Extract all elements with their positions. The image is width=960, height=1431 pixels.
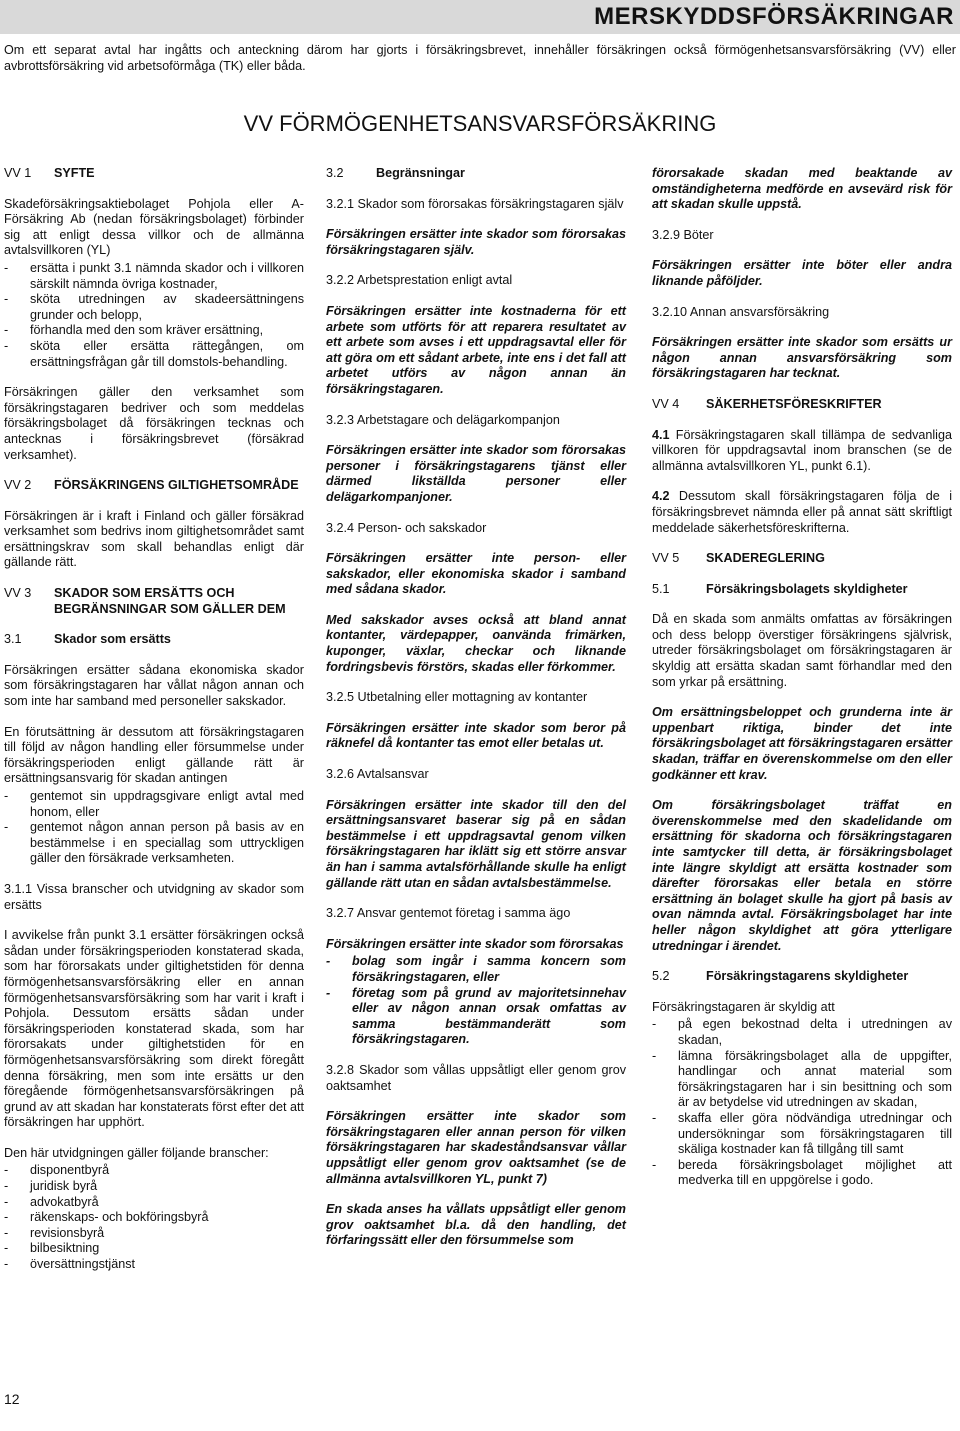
heading-vv5: VV 5 SKADEREGLERING bbox=[652, 551, 825, 566]
list-item: - revisionsbyrå bbox=[4, 1226, 304, 1242]
list-item: - på egen bekostnad delta i utredningen av skadan, bbox=[652, 1017, 952, 1048]
list-item: - skaffa eller göra nödvändiga utredningar och undersökningar som försäkringstagaren till skäliga kostnader kan få tillgång till samt bbox=[652, 1111, 952, 1158]
list-item: - bilbesiktning bbox=[4, 1241, 304, 1257]
subheading-3-2-6: 3.2.6 Avtalsansvar bbox=[326, 767, 429, 782]
heading-3-2: 3.2 Begränsningar bbox=[326, 166, 465, 180]
section-title: VV FÖRMÖGENHETSANSVARSFÖRSÄKRING bbox=[243, 111, 717, 136]
paragraph: Försäkringen ersätter inte skador som förorsakas personer i försäkringstagarens tjänst eller därmed likställda personer eller delägarkompanjoner. bbox=[326, 443, 626, 504]
paragraph: Om ersättningsbeloppet och grunderna inte är uppenbart riktiga, binder det inte försäkringsbolaget att försäkringstagaren ersätter skadan, träffar en överenskommelse om den eller godkänner ett krav. bbox=[652, 705, 952, 782]
paragraph: Försäkringen ersätter inte skador som ersätts ur någon annan ansvarsförsäkring som försäkringstagaren har tecknat. bbox=[652, 335, 952, 381]
paragraph: En skada anses ha vållats uppsåtligt eller genom grov oaktsamhet bl.a. då den handling, det förfaringssätt eller den försummelse som bbox=[326, 1202, 626, 1248]
document-title: MERSKYDDSFÖRSÄKRINGAR bbox=[594, 3, 954, 30]
paragraph: Den här utvidgningen gäller följande branscher: bbox=[4, 1145, 269, 1160]
list-item: - gentemot sin uppdragsgivare enligt avtal med honom, eller bbox=[4, 789, 304, 820]
paragraph: Försäkringen ersätter inte skador som förorsakas bbox=[326, 936, 624, 951]
subheading-3-2-2: 3.2.2 Arbetsprestation enligt avtal bbox=[326, 273, 513, 288]
paragraph: Försäkringen gäller den verksamhet som försäkringstagaren bedriver och som meddelas försäkringsbolaget då försäkringen tecknas och antecknas i försäkringsbrevet (försäkrad verksamhet). bbox=[4, 385, 304, 462]
list-3-1 bbox=[4, 789, 304, 867]
subheading-3-2-5: 3.2.5 Utbetalning eller mottagning av kontanter bbox=[326, 690, 588, 705]
column-3 bbox=[652, 166, 952, 1204]
paragraph: Försäkringen ersätter inte person- eller sakskador, eller ekonomiska skador i samband med sådana skador. bbox=[326, 551, 626, 597]
paragraph: Försäkringstagaren är skyldig att bbox=[652, 999, 835, 1014]
list-item: - översättningstjänst bbox=[4, 1257, 304, 1273]
paragraph: Försäkringen ersätter inte skador som försäkringstagaren eller annan person för vilken försäkringstagaren har skadeståndsansvar vållar uppsåtligt eller genom grov oaktsamhet (se de allmänna avtalsvillkoren YL, punkt 7) bbox=[326, 1109, 626, 1186]
list-item: - bolag som ingår i samma koncern som försäkringstagaren, eller bbox=[326, 954, 626, 985]
heading-5-2: 5.2 Försäkringstagarens skyldigheter bbox=[652, 969, 909, 984]
list-item: - företag som på grund av majoritetsinnehav eller av någon annan orsak omfattas av samma bestämmanderätt som försäkringstagaren. bbox=[326, 986, 626, 1048]
list-item: - advokatbyrå bbox=[4, 1195, 304, 1211]
list-3-2-7 bbox=[326, 954, 626, 1048]
list-item: - disponentbyrå bbox=[4, 1163, 304, 1179]
paragraph: Försäkringen ersätter inte skador som beror på räknefel då kontanter tas emot eller betalas ut. bbox=[326, 720, 626, 751]
paragraph: Med sakskador avses också att bland annat kontanter, värdepapper, oanvända frimärken, kuponger, växlar, checkar och liknande fordringsbevis förstörs, skadas eller förkommer. bbox=[326, 612, 626, 674]
intro-paragraph: Om ett separat avtal har ingåtts och anteckning därom har gjorts i försäkringsbrevet, innehåller försäkringen också förmögenhetsansvarsförsäkring (VV) eller avbrottsförsäkring vid arbetsoförmåga (TK) eller båda. bbox=[4, 43, 956, 73]
list-item: - sköta utredningen av skadeersättningens grunder och belopp, bbox=[4, 292, 304, 323]
paragraph-4-1: 4.1 Försäkringstagaren skall tillämpa de sedvanliga villkoren för uppdragsavtal inom branschen (se de allmänna avtalsvillkoren YL, punkt 6.1). bbox=[652, 427, 952, 473]
subheading-3-1-1: 3.1.1 Vissa branscher och utvidgning av skador som ersätts bbox=[4, 881, 304, 912]
paragraph: Om försäkringsbolaget träffat en överenskommelse med den skadelidande om ersättning för skadorna och försäkringstagaren inte samtycker till detta, är försäkringsbolaget inte längre skyldigt att ersätta kostnader som därefter förorsakas eller betala en större ersättning än bolaget skulle ha gjort på basis av ovan nämnda avtal. Försäkringsbolaget har inte heller någon skyldighet att göra ytterligare utredningar i ärendet. bbox=[652, 798, 952, 953]
heading-vv1: VV 1 SYFTE bbox=[4, 166, 95, 180]
list-5-2 bbox=[652, 1017, 952, 1189]
column-1 bbox=[4, 166, 304, 1288]
paragraph: Då en skada som anmälts omfattas av försäkringen och dess belopp överstiger försäkringens självrisk, utreder försäkringsbolaget om försäkringstagaren är skyldig att ersätta skadan samt förhandlar med den som yrkar på ersättning. bbox=[652, 612, 952, 689]
paragraph: Skadeförsäkringsaktiebolaget Pohjola eller A-Försäkring Ab (nedan försäkringsbolaget) förbinder sig att enligt dessa villkor och de allmänna avtalsvillkoren (YL) bbox=[4, 196, 304, 258]
paragraph: En förutsättning är dessutom att försäkringstagaren till följd av någon handling eller försummelse under försäkringsperioden enligt gällande rätt är ersättningsansvarig för skadan antingen bbox=[4, 724, 304, 786]
list-branches bbox=[4, 1163, 304, 1272]
list-item: - sköta eller ersätta rättegången, om ersättningsfrågan går till domstols-behandling. bbox=[4, 339, 304, 370]
subheading-3-2-8: 3.2.8 Skador som vållas uppsåtligt eller genom grov oaktsamhet bbox=[326, 1062, 626, 1093]
paragraph: Försäkringen ersätter sådana ekonomiska skador som försäkringstagaren har vållat någon annan och som inte har samband med personeller sakskador. bbox=[4, 662, 304, 709]
heading-3-1: 3.1 Skador som ersätts bbox=[4, 632, 171, 647]
paragraph: förorsakade skadan med beaktande av omständigheterna medförde en avsevärd risk för att skadan skulle uppstå. bbox=[652, 166, 952, 212]
heading-vv4: VV 4 SÄKERHETSFÖRESKRIFTER bbox=[652, 396, 882, 411]
list-item: - juridisk byrå bbox=[4, 1179, 304, 1195]
heading-vv3: VV 3 SKADOR SOM ERSÄTTS OCH BEGRÄNSNINGAR SOM GÄLLER DEM bbox=[4, 586, 286, 616]
list-item: - lämna försäkringsbolaget alla de uppgifter, handlingar och annat material som försäkringstagaren har i sin besittning och som är av betydelse vid utredningen av skadan, bbox=[652, 1049, 952, 1111]
list-item: - ersätta i punkt 3.1 nämnda skador och i villkoren särskilt nämnda övriga kostnader, bbox=[4, 261, 304, 292]
list-item: - bereda försäkringsbolaget möjlighet att medverka till en uppgörelse i godo. bbox=[652, 1158, 952, 1189]
subheading-3-2-9: 3.2.9 Böter bbox=[652, 227, 714, 242]
subheading-3-2-10: 3.2.10 Annan ansvarsförsäkring bbox=[652, 304, 830, 319]
subheading-3-2-4: 3.2.4 Person- och sakskador bbox=[326, 520, 487, 535]
subheading-3-2-7: 3.2.7 Ansvar gentemot företag i samma ägo bbox=[326, 906, 571, 921]
paragraph: Försäkringen är i kraft i Finland och gäller försäkrad verksamhet som bedrivs inom giltighetsområdet samt ersättningskrav som skall behandlas enligt där gällande rätt. bbox=[4, 508, 304, 570]
column-2 bbox=[326, 166, 626, 1264]
paragraph: I avvikelse från punkt 3.1 ersätter försäkringen också sådan under försäkringsperioden konstaterad skada, som har förorsakats under giltighetstiden för denna förmögenhetsansvarsförsäkring eller en annan förmögenhetsansvarsförsäkring som har varit i kraft i Pohjola. Dessutom ersätts sådan under försäkringsperioden konstaterad skada, som har förorsakats under giltighetstiden för en förmögenhetsansvarsförsäkring som direkt föregått denna försäkring, men som inte ersätts ur den föregående förmögenhetsansvarsförsäkringen på grund av att skadan har konstaterats först efter det att försäkringen har upphört. bbox=[4, 928, 304, 1130]
heading-5-1: 5.1 Försäkringsbolagets skyldigheter bbox=[652, 581, 908, 596]
paragraph: Försäkringen ersätter inte skador som förorsakas försäkringstagaren själv. bbox=[326, 227, 626, 257]
list-item: - räkenskaps- och bokföringsbyrå bbox=[4, 1210, 304, 1226]
paragraph: Försäkringen ersätter inte böter eller andra liknande påföljder. bbox=[652, 258, 952, 288]
paragraph: Försäkringen ersätter inte kostnaderna för ett arbete som utförts för att reparera resultatet av ett arbete som avses i ett uppdragsavtal eller för att göra om ett sådant arbete, inte ens i det fall att arbetet utförs av någon annan än försäkringstagaren. bbox=[326, 303, 626, 396]
list-vv1 bbox=[4, 261, 304, 370]
paragraph-4-2: 4.2 Dessutom skall försäkringstagaren följa de i försäkringsbrevet nämnda eller på annat sätt skriftligt meddelade säkerhetsföreskrifterna. bbox=[652, 489, 953, 535]
paragraph: Försäkringen ersätter inte skador till den del ersättningsansvaret baserar sig på en sådan bestämmelse i ett uppdragsavtal genom vilken försäkringstagaren har iklätt sig ett större ansvar än han i samma avtalsförhållande skulle ha enligt gällande rätt utan en sådan avtalsbestämmelse. bbox=[326, 797, 626, 890]
list-item: - förhandla med den som kräver ersättning, bbox=[4, 323, 304, 339]
subheading-3-2-3: 3.2.3 Arbetstagare och delägarkompanjon bbox=[326, 412, 560, 427]
list-item: - gentemot någon annan person på basis av en bestämmelse i en speciallag som uttryckligen gäller den försäkrade verksamheten. bbox=[4, 820, 304, 867]
subheading-3-2-1: 3.2.1 Skador som förorsakas försäkringstagaren själv bbox=[326, 196, 624, 211]
page-number: 12 bbox=[4, 1391, 20, 1407]
heading-vv2: VV 2 FÖRSÄKRINGENS GILTIGHETSOMRÅDE bbox=[4, 478, 299, 493]
